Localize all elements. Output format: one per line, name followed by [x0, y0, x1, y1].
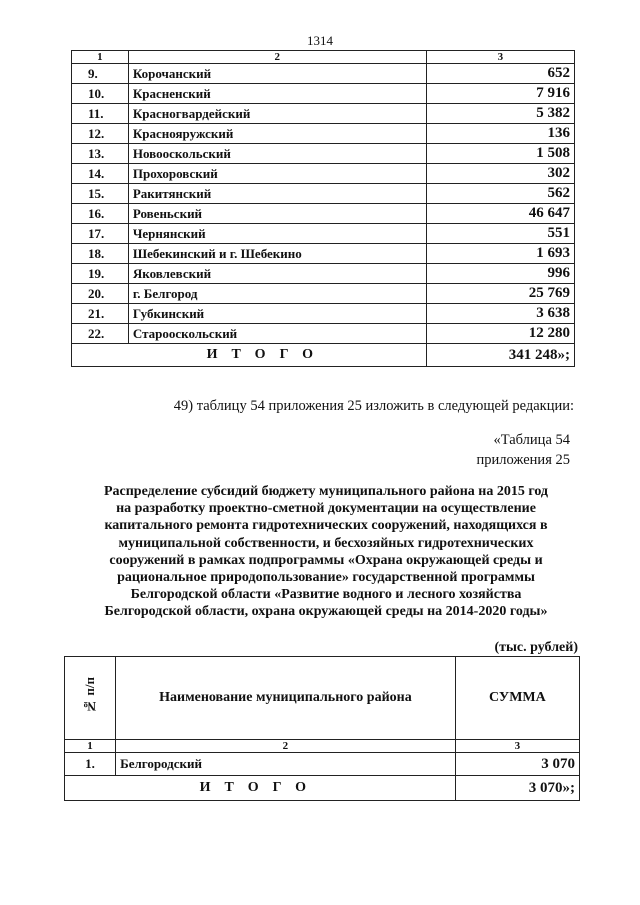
table-reference-line-2: приложения 25 — [476, 452, 570, 468]
table-reference-line-1: «Таблица 54 — [493, 432, 570, 448]
subsidy-table — [64, 656, 580, 801]
row-number: 12. — [72, 124, 129, 144]
row-value: 1 693 — [426, 244, 574, 264]
title-line: Белгородской области, охрана окружающей среды на 2014-2020 годы» — [104, 604, 548, 620]
column-number-1: 1 — [65, 740, 116, 753]
row-value: 551 — [426, 224, 574, 244]
table-row — [72, 164, 575, 184]
row-district-name: Красненский — [128, 84, 426, 104]
table-title — [76, 483, 576, 621]
row-district-name: Шебекинский и г. Шебекино — [128, 244, 426, 264]
total-label: ИТОГО — [72, 344, 427, 367]
table-row — [72, 84, 575, 104]
row-value: 5 382 — [426, 104, 574, 124]
header-name: Наименование муниципального района — [116, 657, 456, 740]
column-number-3: 3 — [426, 51, 574, 64]
column-number-2: 2 — [116, 740, 456, 753]
row-value: 3 070 — [455, 753, 579, 776]
row-value: 996 — [426, 264, 574, 284]
table-row — [72, 324, 575, 344]
row-number: 10. — [72, 84, 129, 104]
row-district-name: Краснояружский — [128, 124, 426, 144]
table-row — [72, 304, 575, 324]
table-row — [72, 224, 575, 244]
column-number-1: 1 — [72, 51, 129, 64]
units-label: (тыс. рублей) — [494, 640, 578, 655]
row-value: 562 — [426, 184, 574, 204]
total-label: ИТОГО — [65, 776, 456, 801]
total-value: 3 070»; — [455, 776, 579, 801]
table-total-row — [72, 344, 575, 367]
table-row — [65, 753, 580, 776]
total-value: 341 248»; — [426, 344, 574, 367]
row-value: 3 638 — [426, 304, 574, 324]
row-value: 46 647 — [426, 204, 574, 224]
row-district-name: Новооскольский — [128, 144, 426, 164]
column-number-3: 3 — [455, 740, 579, 753]
row-number: 15. — [72, 184, 129, 204]
title-line: муниципальной собственности, и бесхозяйных гидротехнических — [118, 535, 534, 551]
row-district-name: Старооскольский — [128, 324, 426, 344]
amendment-paragraph: 49) таблицу 54 приложения 25 изложить в следующей редакции: — [173, 398, 574, 414]
table-row — [72, 284, 575, 304]
row-district-name: Прохоровский — [128, 164, 426, 184]
table-row — [72, 104, 575, 124]
row-number: 11. — [72, 104, 129, 124]
row-district-name: Чернянский — [128, 224, 426, 244]
districts-table-continued — [71, 50, 575, 367]
header-sum: СУММА — [455, 657, 579, 740]
row-number: 1. — [65, 753, 116, 776]
row-number: 18. — [72, 244, 129, 264]
title-line: на разработку проектно-сметной документации на осуществление — [116, 501, 536, 517]
title-line: Белгородской области «Развитие водного и лесного хозяйства — [130, 587, 522, 603]
table-row — [72, 144, 575, 164]
table-column-numbers — [72, 51, 575, 64]
title-line: рациональное природопользование» государственной программы — [117, 570, 535, 586]
page-number: 1314 — [307, 33, 333, 48]
row-number: 22. — [72, 324, 129, 344]
column-number-2: 2 — [128, 51, 426, 64]
table-total-row — [65, 776, 580, 801]
title-line: сооружений в рамках подпрограммы «Охрана окружающей среды и — [109, 552, 543, 568]
row-district-name: г. Белгород — [128, 284, 426, 304]
table-column-numbers — [65, 740, 580, 753]
row-value: 302 — [426, 164, 574, 184]
row-district-name: Красногвардейский — [128, 104, 426, 124]
row-district-name: Белгородский — [116, 753, 456, 776]
table-row — [72, 124, 575, 144]
row-district-name: Губкинский — [128, 304, 426, 324]
title-line: капитального ремонта гидротехнических сооружений, находящихся в — [104, 518, 548, 534]
header-number-text: № п/п — [82, 677, 98, 714]
table-row — [72, 204, 575, 224]
row-district-name: Яковлевский — [128, 264, 426, 284]
row-district-name: Ракитянский — [128, 184, 426, 204]
row-value: 7 916 — [426, 84, 574, 104]
table-row — [72, 244, 575, 264]
row-number: 13. — [72, 144, 129, 164]
row-value: 25 769 — [426, 284, 574, 304]
row-number: 17. — [72, 224, 129, 244]
row-number: 20. — [72, 284, 129, 304]
title-line: Распределение субсидий бюджету муниципального района на 2015 год — [103, 484, 549, 499]
row-number: 21. — [72, 304, 129, 324]
header-number — [65, 657, 116, 740]
row-number: 14. — [72, 164, 129, 184]
row-number: 9. — [72, 64, 129, 84]
row-district-name: Корочанский — [128, 64, 426, 84]
table-row — [72, 64, 575, 84]
table-row — [72, 184, 575, 204]
row-value: 652 — [426, 64, 574, 84]
table-header-row — [65, 657, 580, 740]
row-number: 19. — [72, 264, 129, 284]
row-district-name: Ровеньский — [128, 204, 426, 224]
row-value: 1 508 — [426, 144, 574, 164]
table-row — [72, 264, 575, 284]
row-value: 136 — [426, 124, 574, 144]
row-number: 16. — [72, 204, 129, 224]
row-value: 12 280 — [426, 324, 574, 344]
